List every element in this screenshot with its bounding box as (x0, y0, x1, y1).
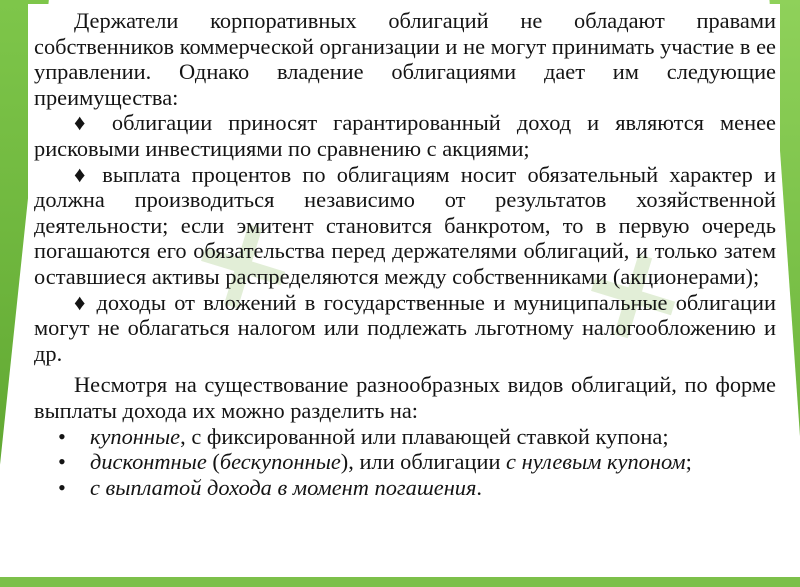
bullet-icon: • (58, 449, 66, 475)
list-item-text: ( (206, 449, 220, 475)
diamond-icon: ♦ (74, 289, 89, 315)
list-item-text: ; (685, 449, 692, 475)
term-at-maturity: с выплатой дохода в момент погашения (90, 474, 477, 500)
watermark-right: ✕ (564, 222, 704, 375)
advantage-text: доходы от вложений в государственные и муниципальные облигации могут не облагаться налогом или подлежать льготному налогообложению и др. (34, 289, 776, 366)
advantage-text: выплата процентов по облигациям носит обязательный характер и должна производиться независимо от результатов хозяйственной деятельности; если эмитент становится банкротом, то в первую очередь погашаются его обязательства перед держателями облигаций, и только затем оставшиеся активы распределяются между собственниками (акционерами); (34, 161, 776, 289)
list-item-text: ), или облигации (340, 449, 507, 475)
diamond-icon: ♦ (74, 161, 92, 187)
list-item-text: , с фиксированной или плавающей ставкой купона; (180, 423, 669, 449)
term-zero-coupon: с нулевым купоном (506, 449, 686, 475)
list-item (54, 449, 776, 475)
list-item (54, 424, 776, 450)
advantage-text: облигации приносят гарантированный доход и являются менее рисковыми инвестициями по сравнению с акциями; (34, 110, 776, 161)
advantage-item (34, 290, 776, 367)
document-text (34, 8, 776, 500)
advantage-item (34, 110, 776, 161)
types-intro-paragraph: Несмотря на существование разнообразных видов облигаций, по форме выплаты дохода их можно разделить на: (34, 372, 776, 423)
term-coupon: купонные (90, 423, 181, 449)
list-item-text: . (476, 474, 483, 500)
bond-types-list (34, 424, 776, 501)
term-couponless: бескупонные (219, 449, 341, 475)
document-page (28, 4, 780, 576)
green-border-bottom (0, 577, 800, 587)
term-discount: дисконтные (90, 449, 207, 475)
list-item (54, 475, 776, 501)
advantage-item (34, 162, 776, 290)
bullet-icon: • (58, 474, 66, 500)
bullet-icon: • (58, 423, 66, 449)
diamond-icon: ♦ (74, 110, 96, 136)
intro-paragraph: Держатели корпоративных облигаций не обладают правами собственников коммерческой организации и не могут принимать участие в ее управлении. Однако владение облигациями дает им следующие преимущества: (34, 8, 776, 110)
watermark-left: ✕ (174, 192, 314, 345)
